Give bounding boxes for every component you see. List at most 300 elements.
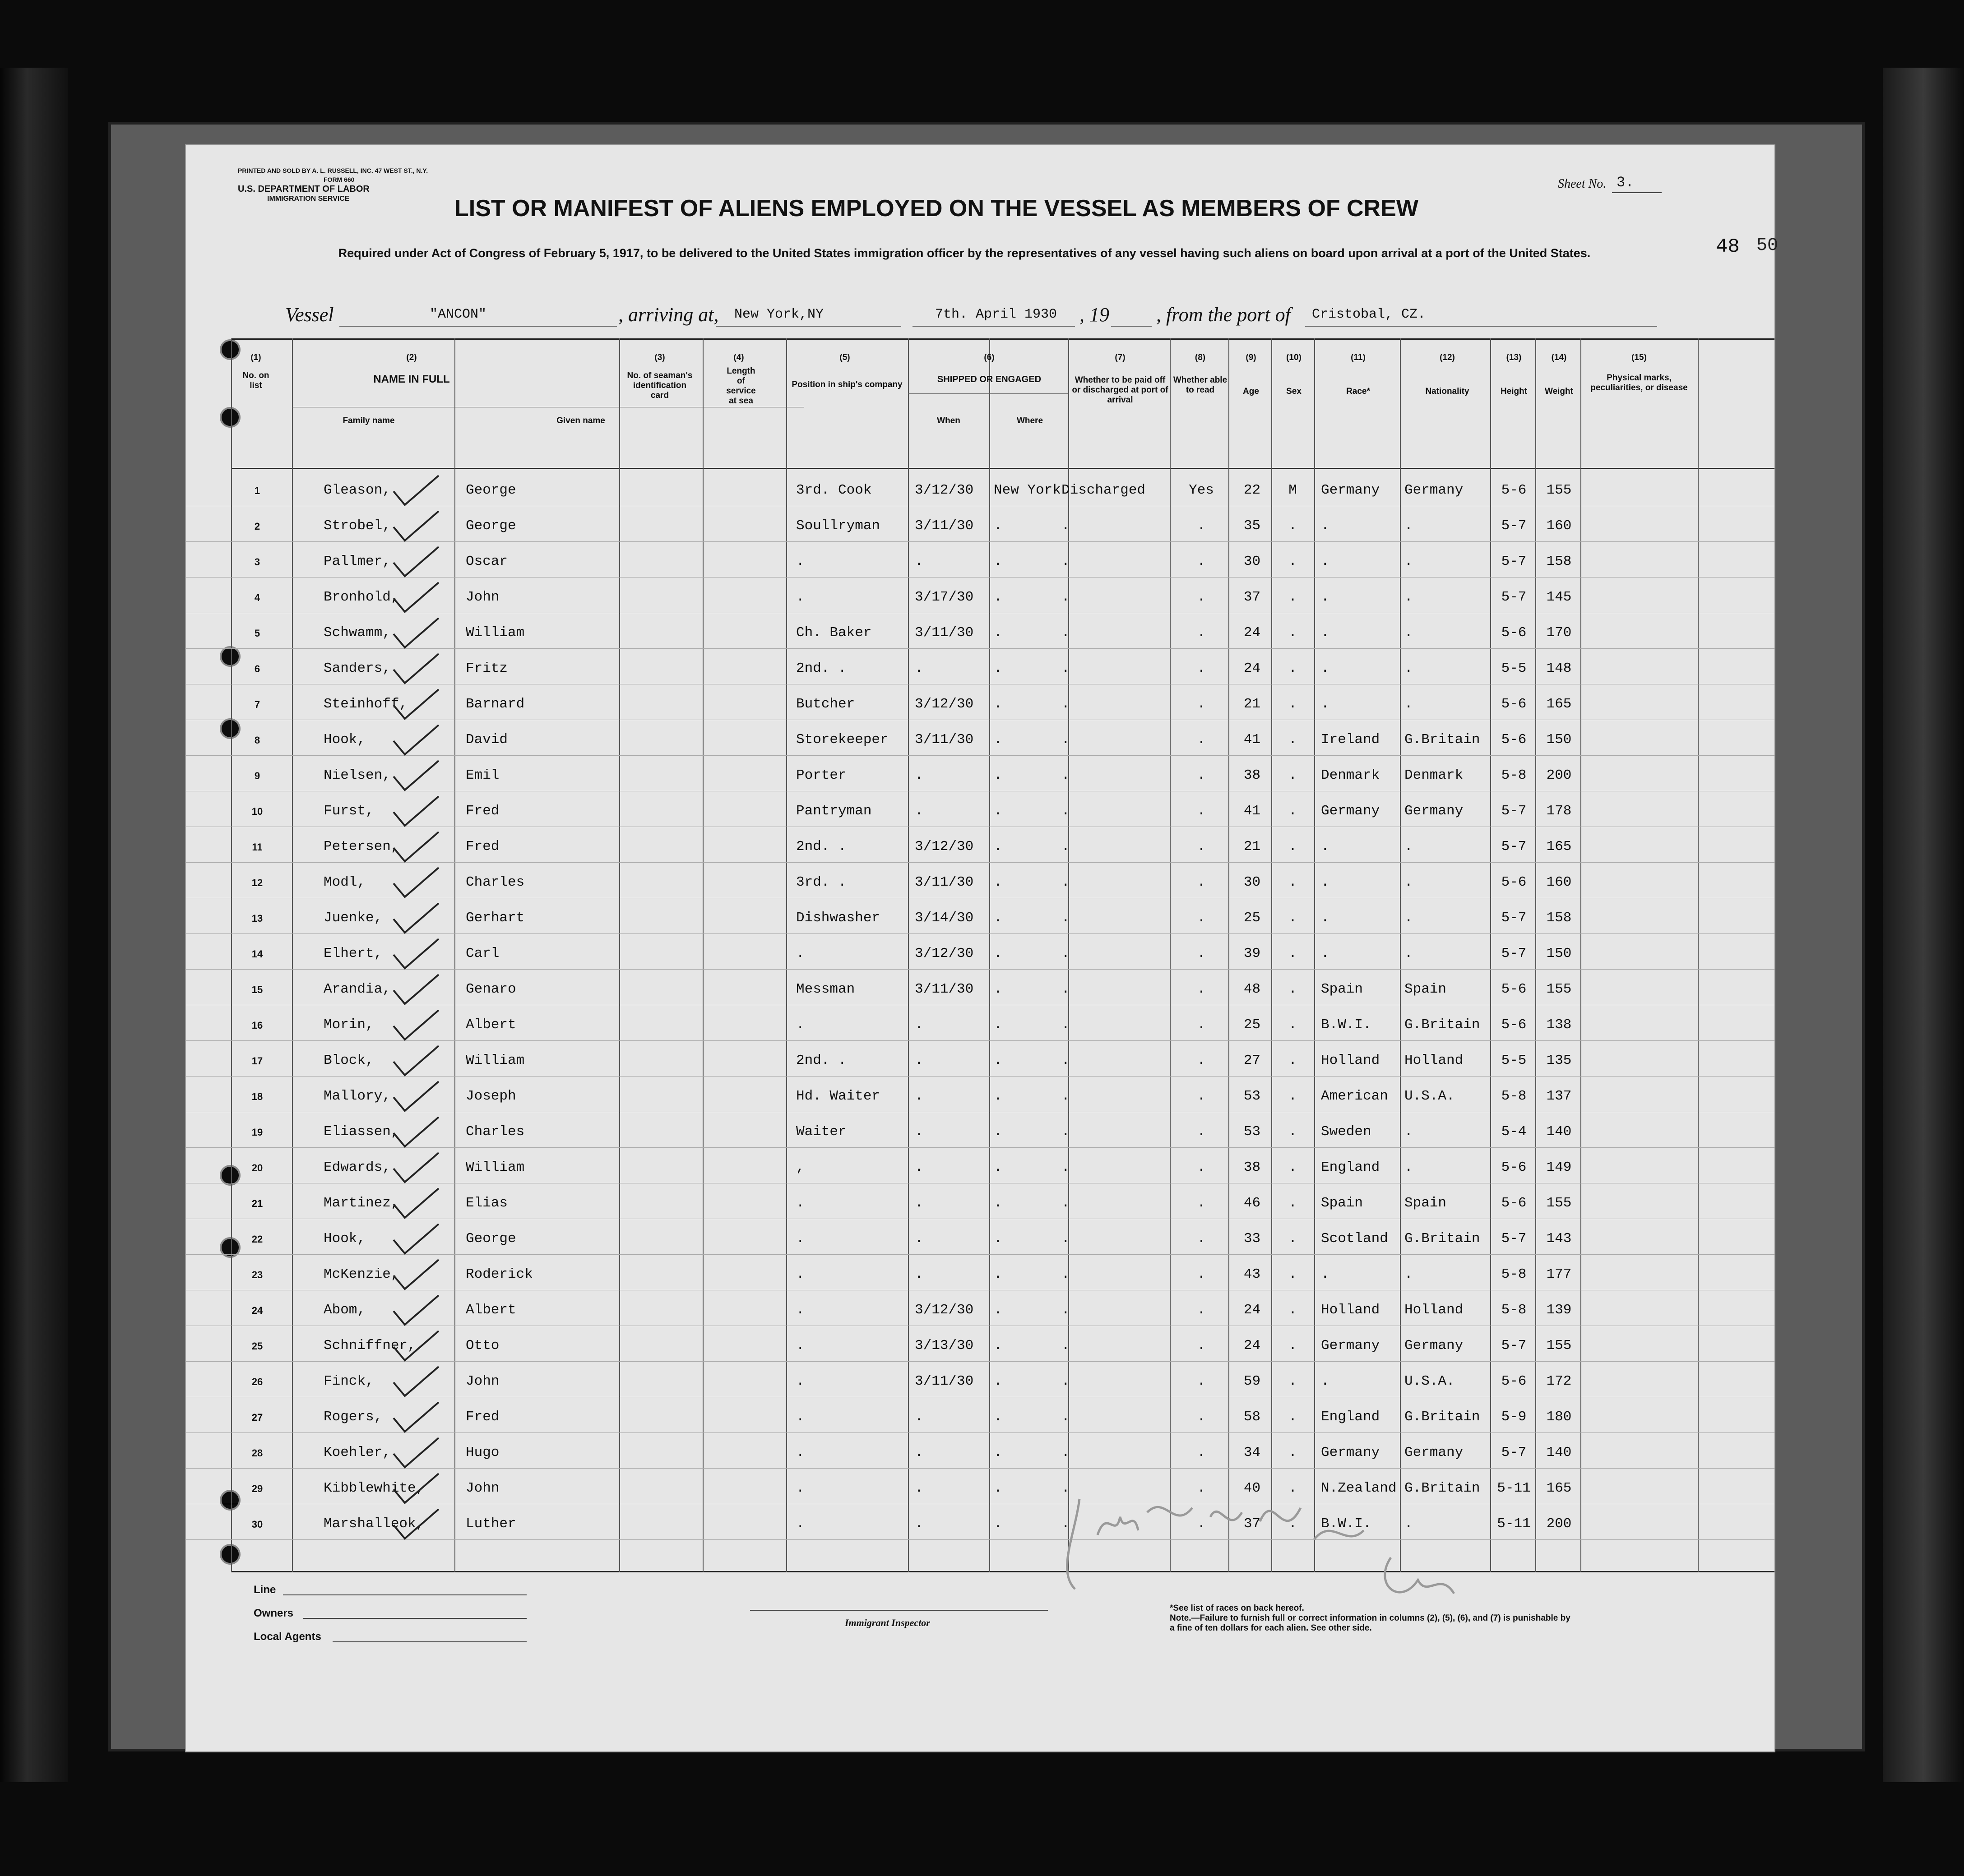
cell-family: Juenke, (324, 910, 383, 926)
cell-race: Ireland (1321, 732, 1380, 748)
cell-sex: . (1288, 696, 1297, 712)
column-divider (1535, 338, 1536, 1572)
cell-sex: . (1288, 1017, 1297, 1033)
cell-when: 3/11/30 (915, 518, 974, 534)
checkmark-icon (389, 972, 443, 1008)
cell-no: 11 (252, 841, 263, 853)
cell-family: Strobel, (324, 518, 391, 534)
col-6b-header: Where (1016, 416, 1043, 425)
cell-nat: G.Britain (1404, 1231, 1480, 1247)
cell-no: 9 (254, 770, 260, 781)
cell-height: 5-7 (1501, 910, 1527, 926)
cell-weight: 165 (1546, 1480, 1572, 1496)
manifest-page (185, 144, 1779, 1752)
cell-sex: . (1288, 1302, 1297, 1318)
cell-when: 3/12/30 (915, 696, 974, 712)
cell-given: Barnard (466, 696, 525, 712)
cell-weight: 165 (1546, 839, 1572, 855)
printer-line: PRINTED AND SOLD BY A. L. RUSSELL, INC. 47 WEST ST., N.Y. (238, 167, 428, 174)
cell-paid: . (1061, 1195, 1070, 1211)
cell-race: . (1321, 554, 1329, 569)
col-7-number: (7) (1115, 353, 1126, 362)
cell-given: John (466, 589, 500, 605)
cell-where: . (994, 696, 1002, 712)
cell-height: 5-6 (1501, 1160, 1527, 1175)
cell-when: . (915, 1409, 923, 1425)
cell-given: Joseph (466, 1088, 516, 1104)
cell-paid: . (1061, 1088, 1070, 1104)
cell-paid: . (1061, 1266, 1070, 1282)
cell-given: Charles (466, 874, 525, 890)
column-divider (231, 338, 232, 1572)
races-note: *See list of races on back hereof. (1170, 1603, 1304, 1613)
cell-given: Elias (466, 1195, 508, 1211)
checkmark-icon (389, 1151, 443, 1187)
col-14-number: (14) (1551, 353, 1567, 362)
cell-where: . (994, 589, 1002, 605)
column-divider (1490, 338, 1491, 1572)
cell-when: 3/11/30 (915, 1373, 974, 1389)
cell-where: New York (994, 482, 1061, 498)
cell-given: Otto (466, 1338, 500, 1354)
cell-nat: Germany (1404, 482, 1464, 498)
cell-height: 5-8 (1501, 1266, 1527, 1282)
cell-height: 5-7 (1501, 518, 1527, 534)
cell-no: 14 (251, 948, 263, 960)
checkmark-icon (389, 794, 443, 830)
cell-height: 5-6 (1501, 981, 1527, 997)
cell-race: Holland (1321, 1302, 1380, 1318)
arrival-date: 7th. April 1930 (935, 307, 1057, 322)
cell-height: 5-5 (1501, 1053, 1527, 1068)
cell-sex: . (1288, 1266, 1297, 1282)
col-5-header: Position in ship's company (792, 380, 903, 389)
cell-read: . (1197, 1017, 1206, 1033)
cell-family: Petersen, (324, 839, 399, 855)
cell-weight: 200 (1546, 1516, 1572, 1532)
cell-sex: . (1288, 589, 1297, 605)
cell-sex: . (1288, 767, 1297, 783)
binder-hole-icon (220, 339, 241, 360)
cell-when: . (915, 767, 923, 783)
cell-read: . (1197, 1088, 1206, 1104)
cell-when: 3/11/30 (915, 732, 974, 748)
cell-where: . (994, 1017, 1002, 1033)
line-label: Line (254, 1584, 276, 1596)
cell-sex: . (1288, 1480, 1297, 1496)
cell-paid: . (1061, 1160, 1070, 1175)
col-2-number: (2) (406, 353, 417, 362)
checkmark-icon (389, 1293, 443, 1329)
cell-read: . (1197, 910, 1206, 926)
cell-given: Fred (466, 839, 500, 855)
cell-height: 5-7 (1501, 839, 1527, 855)
cell-nat: Spain (1404, 981, 1447, 997)
stamp-number: 48 (1716, 236, 1740, 258)
cell-paid: . (1061, 1231, 1070, 1247)
cell-family: Eliassen, (324, 1124, 399, 1140)
cell-where: . (994, 1480, 1002, 1496)
cell-where: . (994, 1231, 1002, 1247)
cell-sex: . (1288, 625, 1297, 641)
cell-sex: . (1288, 1338, 1297, 1354)
cell-read: . (1197, 839, 1206, 855)
cell-read: . (1197, 767, 1206, 783)
checkmark-icon (389, 687, 443, 723)
binder-right-edge (1883, 68, 1964, 1782)
cell-nat: . (1404, 554, 1413, 569)
cell-family: Koehler, (324, 1445, 391, 1460)
cell-family: Finck, (324, 1373, 374, 1389)
checkmark-icon (389, 652, 443, 688)
cell-family: Morin, (324, 1017, 374, 1033)
arriving-label: , arriving at, (618, 304, 719, 326)
cell-no: 29 (251, 1483, 263, 1494)
cell-age: 21 (1243, 696, 1261, 712)
cell-paid: . (1061, 1338, 1070, 1354)
owners-label: Owners (254, 1607, 294, 1619)
cell-family: Pallmer, (324, 554, 391, 569)
cell-when: 3/11/30 (915, 625, 974, 641)
cell-age: 25 (1243, 910, 1261, 926)
cell-position: . (796, 1445, 805, 1460)
cell-paid: . (1061, 1516, 1070, 1532)
cell-where: . (994, 554, 1002, 569)
cell-height: 5-6 (1501, 1373, 1527, 1389)
page-title: LIST OR MANIFEST OF ALIENS EMPLOYED ON THE VESSEL AS MEMBERS OF CREW (454, 195, 1418, 222)
cell-position: Dishwasher (796, 910, 880, 926)
cell-where: . (994, 981, 1002, 997)
cell-weight: 140 (1546, 1445, 1572, 1460)
checkmark-icon (389, 901, 443, 937)
cell-given: Albert (466, 1302, 516, 1318)
cell-no: 4 (254, 592, 260, 603)
cell-paid: . (1061, 803, 1070, 819)
checkmark-icon (389, 1044, 443, 1080)
cell-paid: . (1061, 1124, 1070, 1140)
cell-where: . (994, 767, 1002, 783)
cell-age: 58 (1243, 1409, 1261, 1425)
cell-when: 3/13/30 (915, 1338, 974, 1354)
binder-hole-icon (220, 1490, 241, 1511)
cell-no: 25 (251, 1340, 263, 1352)
cell-paid: . (1061, 839, 1070, 855)
cell-position: Hd. Waiter (796, 1088, 880, 1104)
cell-nat: Spain (1404, 1195, 1447, 1211)
cell-given: Hugo (466, 1445, 500, 1460)
checkmark-icon (389, 1507, 443, 1543)
cell-race: . (1321, 589, 1329, 605)
cell-race: . (1321, 874, 1329, 890)
cell-weight: 178 (1546, 803, 1572, 819)
cell-read: . (1197, 518, 1206, 534)
cell-height: 5-8 (1501, 1302, 1527, 1318)
cell-race: . (1321, 946, 1329, 961)
binder-hole-icon (220, 1544, 241, 1565)
cell-age: 30 (1243, 554, 1261, 569)
cell-sex: . (1288, 981, 1297, 997)
cell-no: 10 (251, 806, 263, 817)
checkmark-icon (389, 473, 443, 509)
cell-nat: G.Britain (1404, 732, 1480, 748)
cell-when: . (915, 1266, 923, 1282)
column-divider (1170, 338, 1171, 1572)
cell-race: . (1321, 518, 1329, 534)
cell-position: . (796, 1195, 805, 1211)
cell-where: . (994, 732, 1002, 748)
cell-given: John (466, 1480, 500, 1496)
cell-age: 21 (1243, 839, 1261, 855)
cell-family: Nielsen, (324, 767, 391, 783)
cell-family: Abom, (324, 1302, 366, 1318)
cell-nat: . (1404, 1516, 1413, 1532)
cell-height: 5-4 (1501, 1124, 1527, 1140)
cell-race: B.W.I. (1321, 1516, 1371, 1532)
column-divider (989, 338, 990, 1572)
binder-hole-icon (220, 718, 241, 739)
cell-no: 2 (254, 521, 260, 532)
cell-no: 30 (251, 1519, 263, 1530)
cell-given: Roderick (466, 1266, 533, 1282)
cell-when: . (915, 1160, 923, 1175)
cell-age: 24 (1243, 1302, 1261, 1318)
cell-race: . (1321, 661, 1329, 676)
cell-family: Modl, (324, 874, 366, 890)
col-6a-header: When (937, 416, 960, 425)
cell-age: 43 (1243, 1266, 1261, 1282)
cell-nat: . (1404, 910, 1413, 926)
cell-race: American (1321, 1088, 1388, 1104)
cell-when: 3/11/30 (915, 981, 974, 997)
cell-family: Rogers, (324, 1409, 383, 1425)
cell-weight: 139 (1546, 1302, 1572, 1318)
cell-sex: . (1288, 946, 1297, 961)
cell-age: 39 (1243, 946, 1261, 961)
cell-weight: 137 (1546, 1088, 1572, 1104)
col-15-number: (15) (1631, 353, 1647, 362)
checkmark-icon (389, 1400, 443, 1436)
cell-given: Genaro (466, 981, 516, 997)
cell-nat: . (1404, 946, 1413, 961)
checkmark-icon (389, 580, 443, 616)
cell-given: Emil (466, 767, 500, 783)
cell-nat: . (1404, 589, 1413, 605)
col-11-number: (11) (1351, 353, 1366, 362)
cell-weight: 200 (1546, 767, 1572, 783)
cell-age: 37 (1243, 1516, 1261, 1532)
cell-no: 27 (251, 1412, 263, 1423)
checkmark-icon (389, 1008, 443, 1044)
cell-age: 38 (1243, 767, 1261, 783)
cell-nat: Germany (1404, 1445, 1464, 1460)
cell-when: . (915, 1088, 923, 1104)
cell-weight: 149 (1546, 1160, 1572, 1175)
cell-paid: . (1061, 518, 1070, 534)
cell-weight: 150 (1546, 946, 1572, 961)
column-divider (1400, 338, 1401, 1572)
cell-read: . (1197, 1302, 1206, 1318)
binder-hole-icon (220, 1237, 241, 1258)
col-3-header: No. of seaman's identification card (627, 371, 693, 400)
col-13-number: (13) (1506, 353, 1522, 362)
cell-paid: . (1061, 1053, 1070, 1068)
cell-nat: U.S.A. (1404, 1373, 1455, 1389)
cell-race: Spain (1321, 981, 1363, 997)
form-number: FORM 660 (324, 176, 355, 183)
cell-when: . (915, 554, 923, 569)
cell-read: . (1197, 589, 1206, 605)
cell-race: . (1321, 696, 1329, 712)
cell-no: 18 (251, 1091, 263, 1102)
cell-weight: 158 (1546, 554, 1572, 569)
year-label: , 19 (1079, 304, 1109, 326)
cell-height: 5-7 (1501, 589, 1527, 605)
column-divider (1228, 338, 1229, 1572)
cell-no: 15 (251, 984, 263, 995)
cell-age: 53 (1243, 1124, 1261, 1140)
cell-race: Germany (1321, 1445, 1380, 1460)
checkmark-icon (389, 723, 443, 759)
cell-nat: Holland (1404, 1053, 1464, 1068)
cell-height: 5-5 (1501, 661, 1527, 676)
cell-family: Mallory, (324, 1088, 391, 1104)
vessel-label: Vessel (285, 304, 334, 326)
cell-given: Gerhart (466, 910, 525, 926)
checkmark-icon (389, 937, 443, 973)
cell-no: 13 (251, 913, 263, 924)
cell-paid: . (1061, 732, 1070, 748)
cell-nat: . (1404, 874, 1413, 890)
cell-family: Sanders, (324, 661, 391, 676)
cell-family: Bronhold, (324, 589, 399, 605)
cell-position: . (796, 1302, 805, 1318)
cell-height: 5-11 (1497, 1480, 1531, 1496)
cell-nat: Denmark (1404, 767, 1464, 783)
column-divider (703, 338, 704, 1572)
checkmark-icon (389, 758, 443, 795)
cell-position: . (796, 589, 805, 605)
cell-given: George (466, 482, 516, 498)
cell-weight: 165 (1546, 696, 1572, 712)
cell-paid: Discharged (1061, 482, 1146, 498)
cell-no: 12 (251, 877, 263, 888)
cell-where: . (994, 874, 1002, 890)
col-9-header: Age (1243, 387, 1259, 396)
cell-no: 26 (251, 1376, 263, 1387)
cell-age: 35 (1243, 518, 1261, 534)
cell-position: . (796, 1338, 805, 1354)
cell-position: 2nd. . (796, 1053, 847, 1068)
cell-read: . (1197, 1195, 1206, 1211)
cell-family: Arandia, (324, 981, 391, 997)
cell-position: Storekeeper (796, 732, 889, 748)
penalty-note: Note.—Failure to furnish full or correct information in columns (2), (5), (6), and (7) is punishable by a fine of ten dollars for each alien. See other side. (1170, 1613, 1570, 1633)
cell-race: Germany (1321, 803, 1380, 819)
cell-paid: . (1061, 1017, 1070, 1033)
cell-position: . (796, 1409, 805, 1425)
cell-race: N.Zealand (1321, 1480, 1397, 1496)
col-1-header: No. on list (242, 371, 269, 390)
cell-weight: 145 (1546, 589, 1572, 605)
cell-read: . (1197, 1124, 1206, 1140)
cell-family: Schniffner, (324, 1338, 416, 1354)
cell-race: England (1321, 1160, 1380, 1175)
cell-nat: . (1404, 1266, 1413, 1282)
cell-race: B.W.I. (1321, 1017, 1371, 1033)
cell-age: 41 (1243, 732, 1261, 748)
cell-paid: . (1061, 1302, 1070, 1318)
cell-where: . (994, 946, 1002, 961)
cell-height: 5-7 (1501, 1445, 1527, 1460)
cell-read: . (1197, 696, 1206, 712)
cell-position: Messman (796, 981, 855, 997)
cell-race: . (1321, 1373, 1329, 1389)
cell-nat: . (1404, 1160, 1413, 1175)
from-port: Cristobal, CZ. (1312, 307, 1426, 322)
cell-read: . (1197, 946, 1206, 961)
cell-age: 38 (1243, 1160, 1261, 1175)
cell-sex: . (1288, 1409, 1297, 1425)
cell-paid: . (1061, 661, 1070, 676)
cell-position: . (796, 1017, 805, 1033)
cell-no: 17 (251, 1055, 263, 1067)
binder-hole-icon (220, 407, 241, 428)
checkmark-icon (389, 1436, 443, 1472)
cell-where: . (994, 1409, 1002, 1425)
cell-family: Hook, (324, 732, 366, 748)
cell-position: Butcher (796, 696, 855, 712)
cell-no: 20 (251, 1162, 263, 1174)
inspector-label: Immigrant Inspector (845, 1617, 930, 1628)
cell-paid: . (1061, 910, 1070, 926)
cell-position: . (796, 946, 805, 961)
checkmark-icon (389, 1329, 443, 1365)
cell-when: . (915, 661, 923, 676)
cell-read: . (1197, 1445, 1206, 1460)
col-3-number: (3) (654, 353, 665, 362)
cell-weight: 170 (1546, 625, 1572, 641)
cell-race: Sweden (1321, 1124, 1371, 1140)
cell-where: . (994, 661, 1002, 676)
cell-where: . (994, 1516, 1002, 1532)
col-11-header: Race* (1346, 387, 1370, 396)
cell-given: Fred (466, 1409, 500, 1425)
sheet-label: Sheet No. (1558, 177, 1607, 191)
cell-race: Holland (1321, 1053, 1380, 1068)
cell-age: 59 (1243, 1373, 1261, 1389)
cell-weight: 148 (1546, 661, 1572, 676)
column-divider (619, 338, 620, 1572)
cell-sex: . (1288, 803, 1297, 819)
cell-given: William (466, 1053, 525, 1068)
col-1-number: (1) (250, 353, 261, 362)
cell-position: , (796, 1160, 805, 1175)
cell-given: Fritz (466, 661, 508, 676)
cell-age: 41 (1243, 803, 1261, 819)
cell-no: 28 (251, 1447, 263, 1459)
cell-family: Edwards, (324, 1160, 391, 1175)
cell-position: . (796, 1480, 805, 1496)
cell-race: Germany (1321, 482, 1380, 498)
vessel-name: "ANCON" (430, 307, 487, 322)
cell-position: 2nd. . (796, 661, 847, 676)
cell-read: . (1197, 981, 1206, 997)
cell-family: Steinhoff, (324, 696, 408, 712)
cell-no: 7 (254, 699, 260, 710)
cell-given: John (466, 1373, 500, 1389)
col-6-header: SHIPPED OR ENGAGED (937, 374, 1042, 384)
cell-no: 8 (254, 735, 260, 746)
